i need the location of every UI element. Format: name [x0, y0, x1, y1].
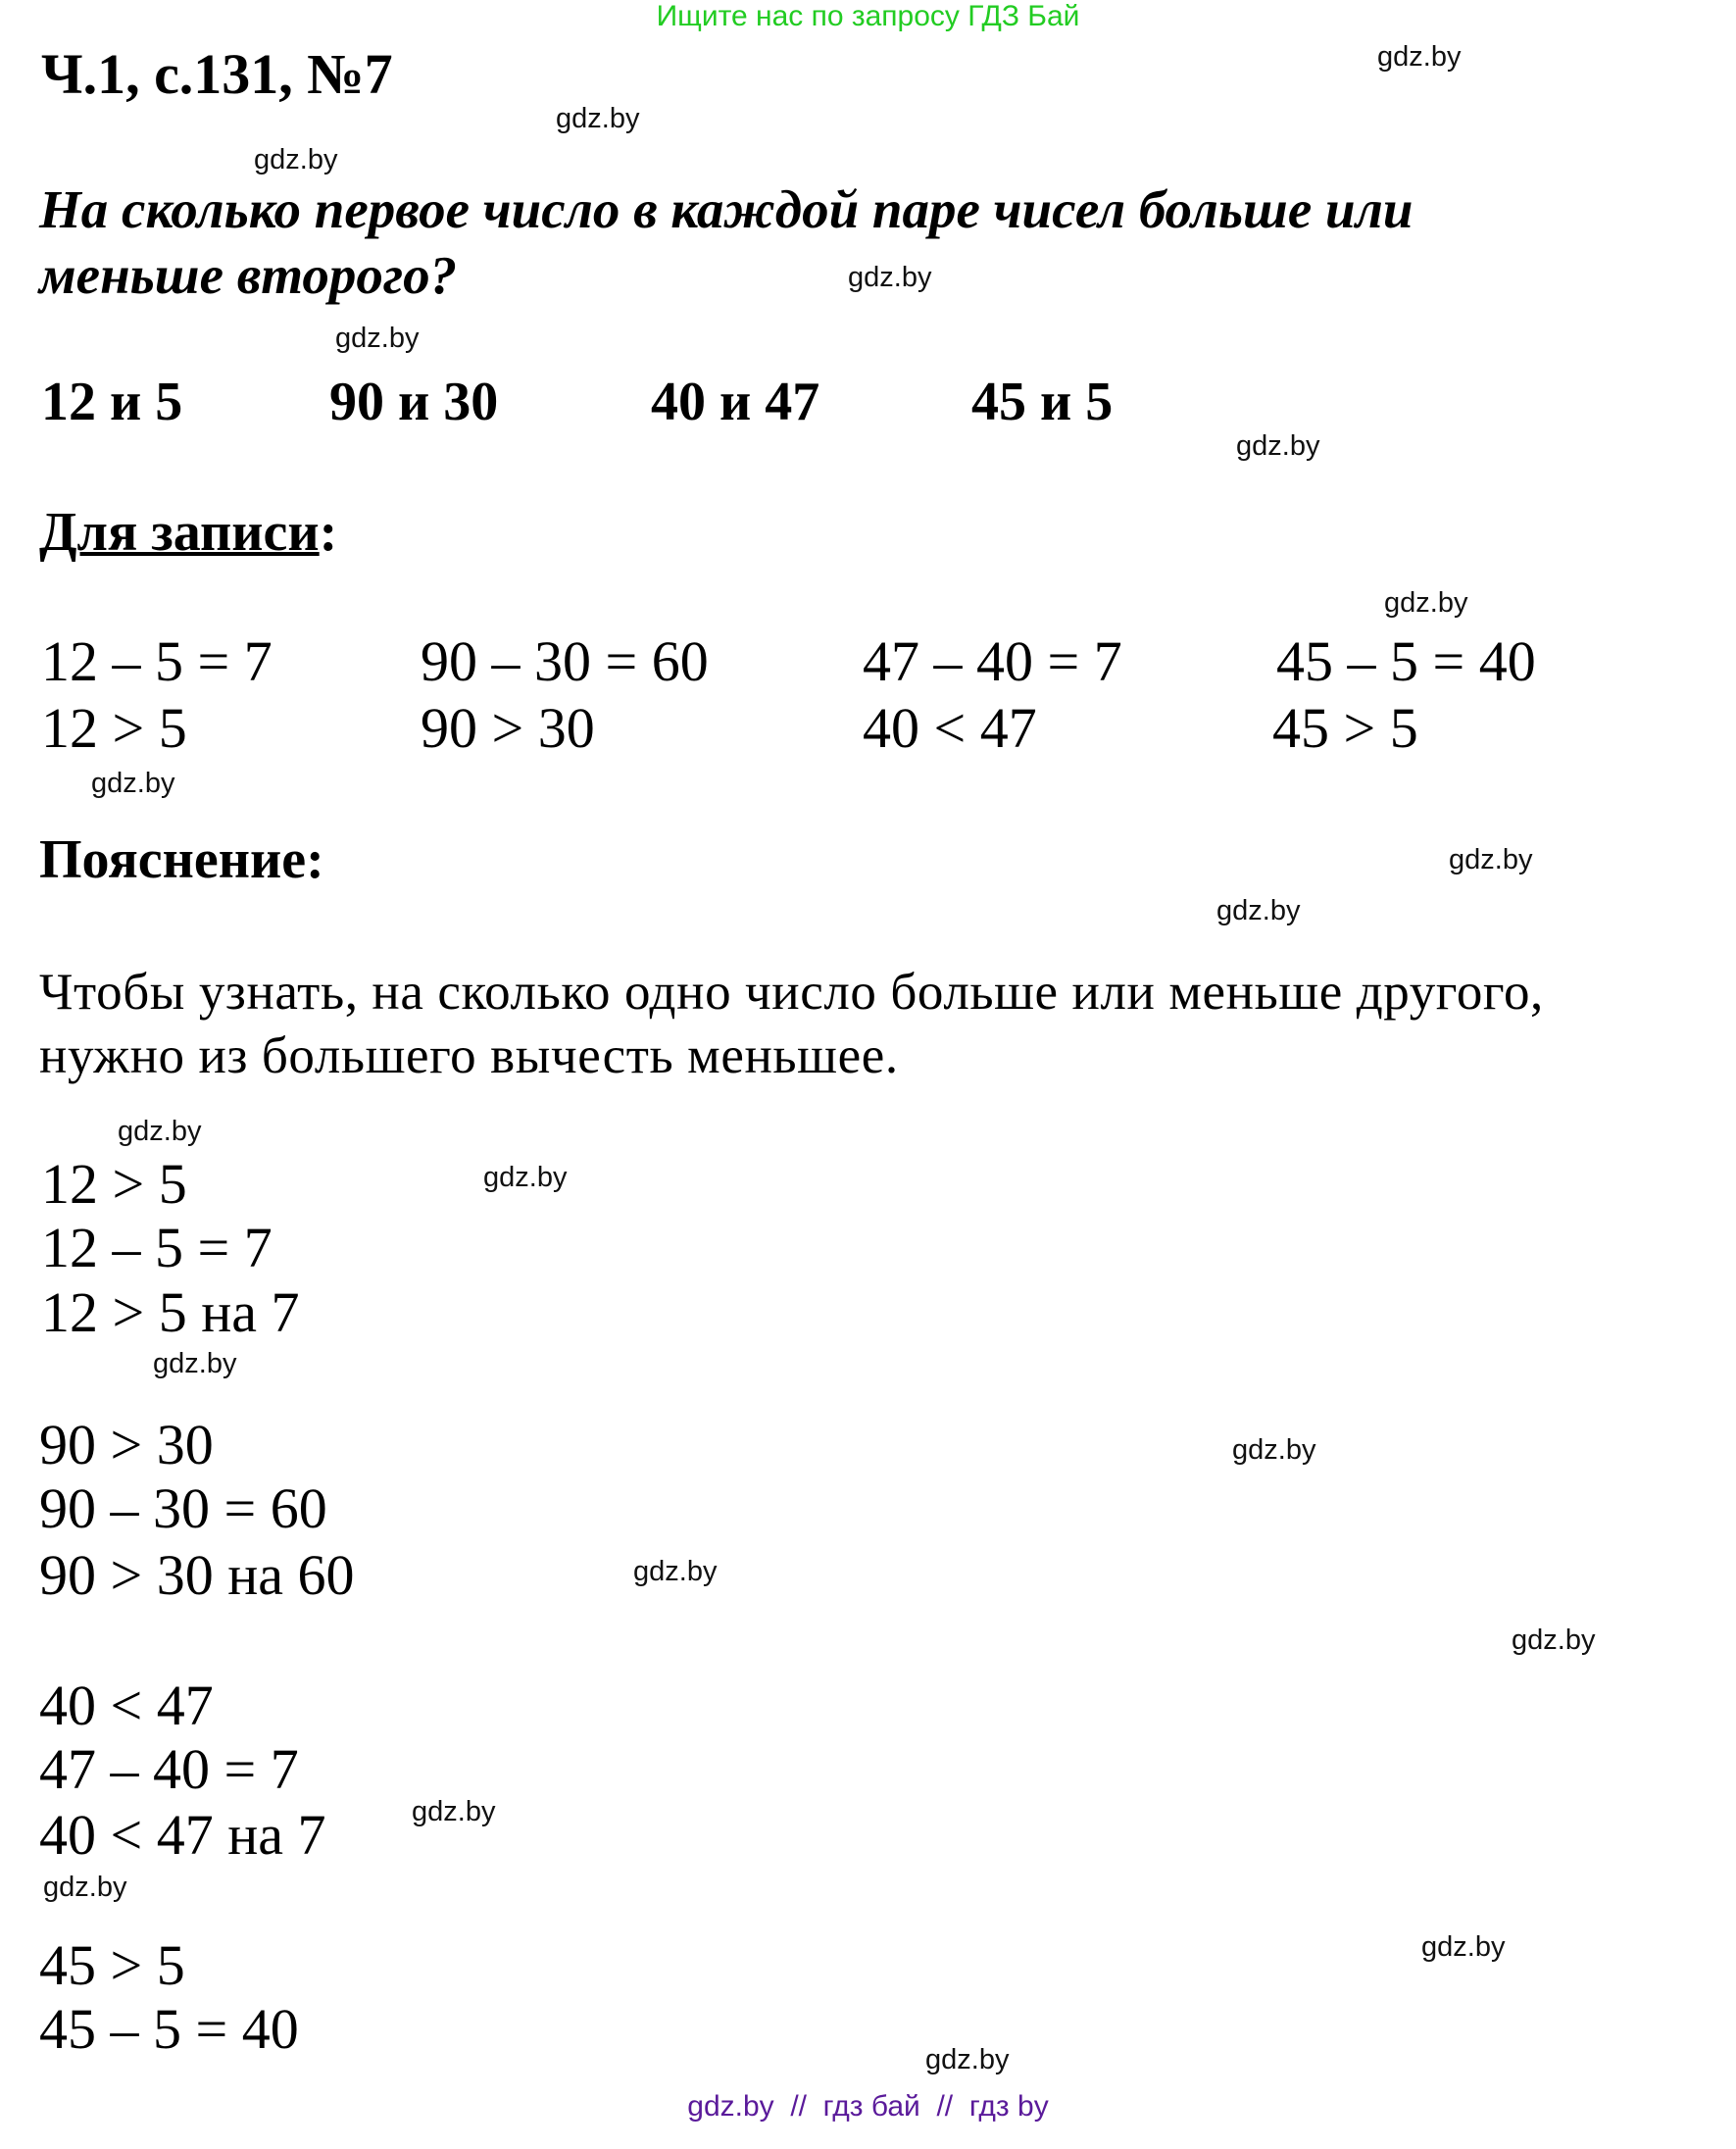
- watermark: gdz.by: [1377, 41, 1462, 73]
- watermark: gdz.by: [91, 768, 175, 799]
- record-heading-colon: :: [319, 502, 338, 563]
- group1-line3: 12 > 5 на 7: [41, 1280, 300, 1344]
- record-row1-1: 12 – 5 = 7: [41, 629, 273, 693]
- watermark: gdz.by: [118, 1116, 202, 1147]
- record-heading: [39, 502, 338, 563]
- watermark: gdz.by: [254, 144, 338, 175]
- group1-line2: 12 – 5 = 7: [41, 1216, 273, 1279]
- watermark: gdz.by: [556, 103, 640, 134]
- watermark: gdz.by: [483, 1162, 568, 1193]
- watermark: gdz.by: [1236, 430, 1320, 462]
- page-title: Ч.1, с.131, №7: [41, 42, 393, 106]
- group4-line1: 45 > 5: [39, 1933, 185, 1997]
- record-row1-4: 45 – 5 = 40: [1276, 629, 1536, 693]
- record-row2-3: 40 < 47: [863, 696, 1037, 760]
- question-line-1: На сколько первое число в каждой паре чисел больше или: [39, 179, 1414, 239]
- watermark: gdz.by: [1449, 844, 1533, 875]
- watermark: gdz.by: [633, 1556, 718, 1587]
- watermark: gdz.by: [1512, 1624, 1596, 1656]
- search-banner: Ищите нас по запросу ГДЗ Бай: [656, 0, 1080, 32]
- group3-line2: 47 – 40 = 7: [39, 1737, 299, 1801]
- watermark: gdz.by: [412, 1796, 496, 1827]
- watermark: gdz.by: [335, 323, 420, 354]
- watermark: gdz.by: [1232, 1434, 1316, 1466]
- explanation-line-2: нужно из большего вычесть меньшее.: [39, 1027, 899, 1084]
- group2-line1: 90 > 30: [39, 1413, 214, 1476]
- pair-4: 45 и 5: [971, 372, 1114, 432]
- group2-line3: 90 > 30 на 60: [39, 1543, 355, 1607]
- record-row1-3: 47 – 40 = 7: [863, 629, 1122, 693]
- group3-line3: 40 < 47 на 7: [39, 1803, 326, 1867]
- record-row2-2: 90 > 30: [421, 696, 595, 760]
- pair-2: 90 и 30: [329, 372, 499, 432]
- watermark: gdz.by: [1384, 587, 1468, 619]
- footer-links[interactable]: gdz.by // гдз бай // гдз by: [687, 2090, 1049, 2123]
- question-line-2: меньше второго?: [39, 245, 458, 305]
- watermark: gdz.by: [848, 262, 932, 293]
- group3-line1: 40 < 47: [39, 1674, 214, 1737]
- group1-line1: 12 > 5: [41, 1152, 187, 1216]
- pair-3: 40 и 47: [651, 372, 820, 432]
- group4-line2: 45 – 5 = 40: [39, 1997, 299, 2061]
- watermark: gdz.by: [43, 1872, 127, 1903]
- watermark: gdz.by: [1216, 895, 1301, 926]
- watermark: gdz.by: [925, 2044, 1010, 2075]
- watermark: gdz.by: [1421, 1931, 1506, 1963]
- explanation-line-1: Чтобы узнать, на сколько одно число больше или меньше другого,: [39, 964, 1544, 1021]
- record-heading-text: Для записи: [39, 502, 320, 563]
- pair-1: 12 и 5: [41, 372, 183, 432]
- record-row1-2: 90 – 30 = 60: [421, 629, 709, 693]
- explanation-heading: Пояснение:: [39, 829, 324, 890]
- group2-line2: 90 – 30 = 60: [39, 1476, 327, 1540]
- record-row2-1: 12 > 5: [41, 696, 187, 760]
- watermark: gdz.by: [153, 1348, 237, 1379]
- record-row2-4: 45 > 5: [1272, 696, 1418, 760]
